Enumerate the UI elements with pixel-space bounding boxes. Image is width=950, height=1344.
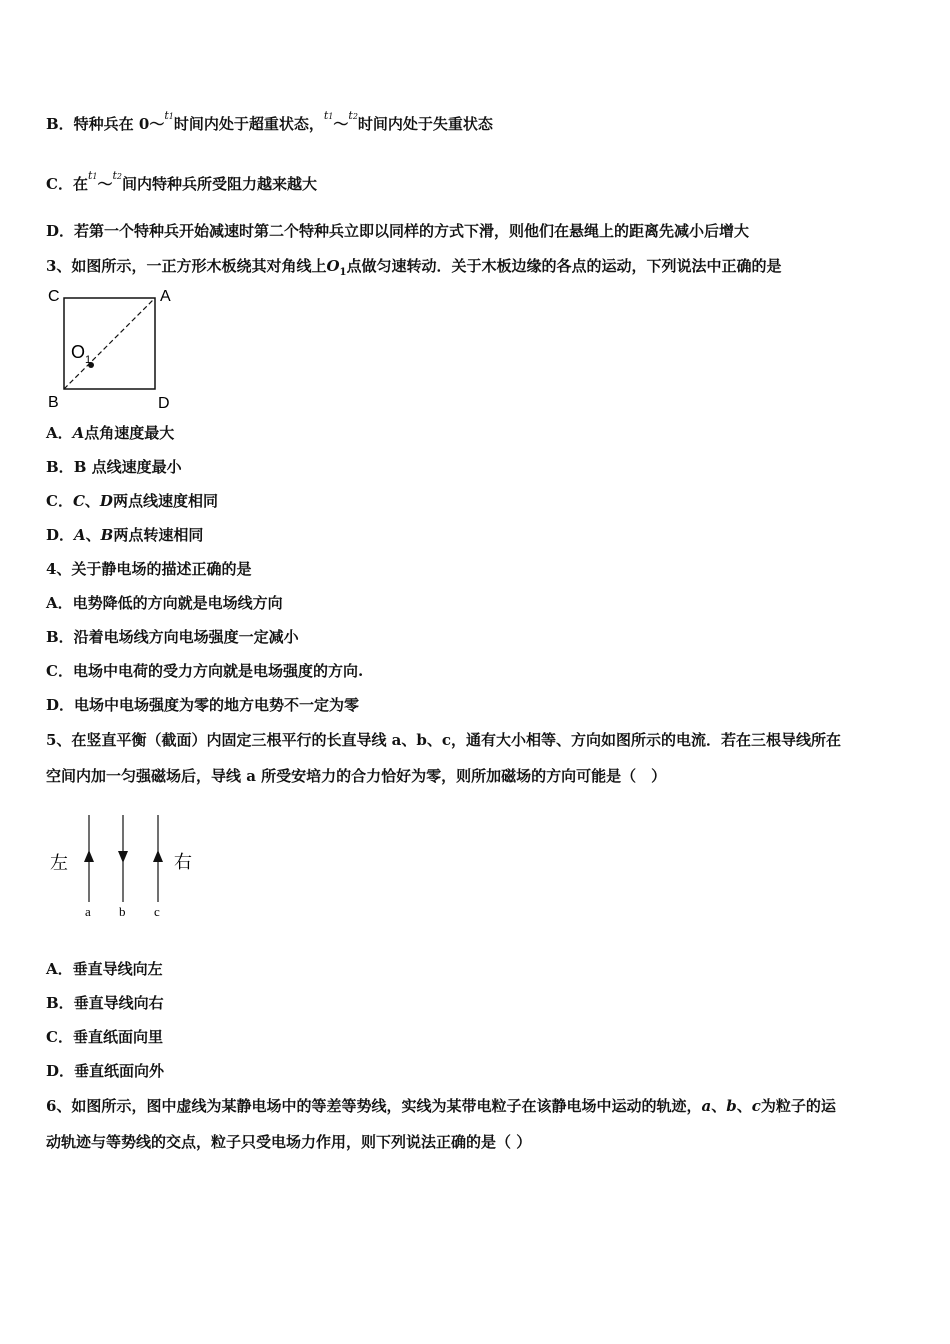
- parallel-wires-figure: [44, 810, 204, 922]
- q5-stem-line2: 空间内加一匀强磁场后，导线 a 所受安培力的合力恰好为零，则所加磁场的方向可能是（ ）: [46, 767, 667, 785]
- label-a: A: [160, 288, 171, 305]
- t2-symbol: t2: [348, 109, 358, 122]
- t1-symbol: t1: [87, 169, 98, 182]
- q3-option-c: C．C、D两点线速度相同: [46, 492, 218, 510]
- label-d: D: [158, 395, 170, 410]
- current-up-arrow-icon: [153, 850, 163, 862]
- q3-option-d: D．A、B两点转速相同: [46, 526, 204, 544]
- q5-stem-line1: 5、在竖直平衡（截面）内固定三根平行的长直导线 a、b、c，通有大小相等、方向如图所示的电流．若在三根导线所在: [46, 731, 842, 749]
- q5-option-a: A．垂直导线向左: [46, 960, 163, 978]
- label-o-sub: 1: [85, 354, 92, 366]
- q2-option-c: C．在$^{t1}$～$^{t2}$间内特种兵所受阻力越来越大: [46, 169, 318, 193]
- t2-symbol: t2: [112, 169, 122, 182]
- t1-symbol: t1: [323, 109, 334, 122]
- current-up-arrow-icon: [84, 850, 94, 862]
- t1-symbol: t1: [164, 109, 174, 122]
- label-b: B: [48, 394, 59, 410]
- q4-stem: 4、关于静电场的描述正确的是: [46, 560, 252, 578]
- square-board-figure: [44, 284, 184, 410]
- q4-option-b: B．沿着电场线方向电场强度一定减小: [46, 628, 299, 646]
- q3-stem: 3、如图所示，一正方形木板绕其对角线上$O_1$点做匀速转动．关于木板边缘的各点的运动，下列说法中正确的是: [46, 257, 782, 278]
- label-wire-b: b: [119, 904, 126, 919]
- q3-option-a: A．A点角速度最大: [46, 424, 175, 442]
- label-c: C: [48, 288, 60, 305]
- q4-option-c: C．电场中电荷的受力方向就是电场强度的方向.: [46, 662, 364, 680]
- q6-stem-line1: 6、如图所示，图中虚线为某静电场中的等差等势线，实线为某带电粒子在该静电场中运动的轨迹，a、b、c为粒子的运: [46, 1097, 836, 1115]
- q5-option-c: C．垂直纸面向里: [46, 1028, 163, 1046]
- label-wire-a: a: [85, 904, 91, 919]
- q5-option-b: B．垂直导线向右: [46, 994, 164, 1012]
- q4-option-d: D．电场中电场强度为零的地方电势不一定为零: [46, 696, 360, 714]
- q3-option-b: B．B 点线速度最小: [46, 458, 182, 476]
- q5-option-d: D．垂直纸面向外: [46, 1062, 165, 1080]
- current-down-arrow-icon: [118, 851, 128, 863]
- label-o: O: [71, 342, 86, 362]
- label-left: 左: [50, 853, 68, 874]
- q4-option-a: A．电势降低的方向就是电场线方向: [46, 594, 283, 612]
- q2-option-d: D．若第一个特种兵开始减速时第二个特种兵立即以同样的方式下滑，则他们在悬绳上的距离先减小后增大: [46, 222, 750, 240]
- label-wire-c: c: [154, 904, 160, 919]
- q6-stem-line2: 动轨迹与等势线的交点，粒子只受电场力作用，则下列说法正确的是（ ）: [46, 1133, 532, 1151]
- q2-option-b: B．特种兵在 0～$^{t1}$时间内处于超重状态，$^{t1}$～$^{t2}$时间内处于失重状态: [46, 109, 493, 133]
- label-right: 右: [174, 852, 192, 873]
